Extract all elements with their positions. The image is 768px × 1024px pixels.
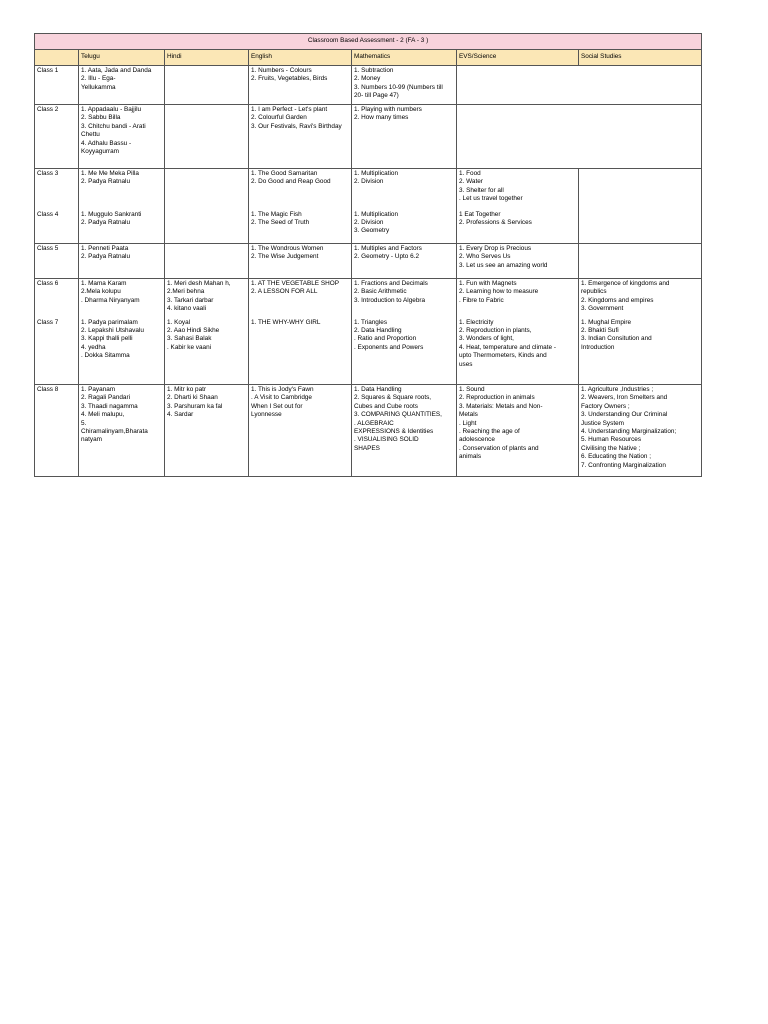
- cell-line: 3. Shelter for all: [459, 186, 504, 194]
- cell-line: 1. I am Perfect - Let's plant: [251, 106, 328, 113]
- cell-line: 2. Data Handling: [354, 326, 402, 334]
- cell-line: 2. Professions & Services: [459, 218, 532, 226]
- cell-social-studies: [579, 169, 702, 210]
- cell-line: Lyonnesse: [251, 411, 282, 419]
- cell-english: [249, 210, 352, 244]
- table-row: [35, 66, 702, 105]
- cell-evs-science: [457, 210, 579, 244]
- cell-line: 20- till Page 47): [354, 92, 399, 100]
- cell-social-studies: [579, 210, 702, 244]
- cell-line: 4. Heat, temperature and climate -: [459, 343, 556, 351]
- cell-line: 3. Understanding Our Criminal: [581, 411, 668, 419]
- cell-line: 1. Multiplication: [354, 170, 399, 177]
- table-body: [35, 66, 702, 477]
- cell-evs-science: [457, 279, 579, 318]
- cell-social-studies: [579, 66, 702, 105]
- cell-social-studies: [579, 279, 702, 318]
- cell-line: Chettu: [81, 131, 100, 139]
- cell-line: Metals: [459, 411, 478, 419]
- table-row: [35, 244, 702, 279]
- cell-hindi: [165, 210, 249, 244]
- cell-telugu: [79, 66, 165, 105]
- cell-line: 1. Payanam: [81, 386, 116, 393]
- cell-line: 4. yedha: [81, 343, 106, 351]
- cell-line: 2. Reproduction in animals: [459, 394, 535, 402]
- cell-line: 1. Food: [459, 170, 481, 177]
- title-row: [35, 34, 702, 50]
- table-row: [35, 279, 702, 318]
- cell-line: 3. Introduction to Algebra: [354, 296, 426, 304]
- cell-line: 1. Koyal: [167, 318, 191, 326]
- header-evs-science: EVS/Science: [457, 50, 579, 66]
- cell-evs-science: [457, 169, 579, 210]
- cell-line: 3. Parshuram ka fal: [167, 402, 223, 410]
- cell-line: 1. THE WHY-WHY GIRL: [251, 318, 321, 326]
- cell-telugu: [79, 169, 165, 210]
- header-social-studies: Social Studies: [579, 50, 702, 66]
- cell-line: 1. Subtraction: [354, 67, 394, 74]
- cell-line: 3. Wonders of light,: [459, 335, 514, 343]
- cell-english: [249, 385, 352, 477]
- cell-line: 2. Padya Ratnalu: [81, 218, 131, 226]
- cell-class-label: Class 3: [35, 169, 79, 210]
- cell-line: 1. Fun with Magnets: [459, 280, 517, 287]
- cell-hindi: [165, 279, 249, 318]
- cell-line: 5.: [81, 419, 87, 427]
- cell-line: When I Set out for: [251, 402, 303, 410]
- cell-line: . Dokka Sitamma: [81, 352, 130, 360]
- cell-line: . Ratio and Proportion: [354, 335, 417, 343]
- cell-english: [249, 105, 352, 169]
- cell-line: Chiramalinyam,Bharata: [81, 428, 148, 436]
- cell-line: 1. Fractions and Decimals: [354, 280, 428, 287]
- cell-line: 1. Padya parimalam: [81, 318, 138, 326]
- cell-line: 3. Kappi thalli pelli: [81, 335, 133, 343]
- cell-line: republics: [581, 288, 607, 296]
- cell-line: 2. Lepakshi Utshavalu: [81, 326, 144, 334]
- cell-social-studies: [579, 385, 702, 477]
- cell-line: 2. Basic Arithmetic: [354, 288, 407, 296]
- cell-line: . A Visit to Cambridge: [251, 394, 312, 402]
- cell-line: 3. Chitchu bandi - Arati: [81, 122, 146, 130]
- cell-line: 2. Kingdoms and empires: [581, 296, 654, 304]
- cell-line: 3. Numbers 10-99 (Numbers till: [354, 83, 443, 91]
- cell-line: 2. Illu - Ega-: [81, 75, 116, 83]
- cell-evs-science: [457, 318, 579, 385]
- cell-line: 4. Adhalu Bassu -: [81, 139, 132, 147]
- cell-line: . Let us travel together: [459, 195, 523, 203]
- cell-line: . VISUALISING SOLID: [354, 436, 419, 444]
- cell-line: . Reaching the age of: [459, 428, 520, 436]
- cell-line: 1. Data Handling: [354, 386, 402, 393]
- cell-telugu: [79, 318, 165, 385]
- cell-line: 1. Triangles: [354, 318, 388, 326]
- cell-line: 1. Sound: [459, 386, 485, 393]
- cell-line: . Conservation of plants and: [459, 444, 539, 452]
- header-hindi: Hindi: [165, 50, 249, 66]
- cell-mathematics: [352, 318, 457, 385]
- cell-line: 2. Bhakti Sufi: [581, 326, 619, 334]
- syllabus-table: [34, 33, 702, 477]
- cell-evs-science: [457, 244, 579, 279]
- cell-class-label: Class 5: [35, 244, 79, 279]
- cell-line: 2. How many times: [354, 114, 409, 122]
- cell-line: 1 Eat Together: [459, 210, 501, 218]
- cell-line: Justice System: [581, 419, 624, 427]
- table-row: [35, 105, 702, 169]
- cell-line: Introduction: [581, 343, 615, 351]
- header-telugu: Telugu: [79, 50, 165, 66]
- cell-line: 1. Numbers - Colours: [251, 67, 312, 74]
- cell-line: . Kabir ke vaani: [167, 343, 212, 351]
- header-english: English: [249, 50, 352, 66]
- cell-mathematics: [352, 105, 457, 169]
- cell-line: 2. Padya Ratnalu: [81, 178, 131, 186]
- cell-english: [249, 244, 352, 279]
- cell-line: 3. Let us see an amazing world: [459, 261, 548, 269]
- cell-line: 1. Me Me Meka Pilla: [81, 170, 139, 177]
- cell-line: 3. Our Festivals, Ravi's Birthday: [251, 122, 342, 130]
- cell-hindi: [165, 169, 249, 210]
- cell-line: 6. Educating the Nation ;: [581, 453, 651, 461]
- cell-line: 2. The Wise Judgement: [251, 253, 319, 261]
- cell-line: Cubes and Cube roots: [354, 402, 418, 410]
- cell-line: 2. Who Serves Us: [459, 253, 511, 261]
- cell-mathematics: [352, 210, 457, 244]
- cell-line: upto Thermometers, Kinds and: [459, 352, 547, 360]
- cell-line: 4. Understanding Marginalization;: [581, 428, 677, 436]
- cell-line: 2. Squares & Square roots,: [354, 394, 432, 402]
- cell-telugu: [79, 279, 165, 318]
- header-blank: [35, 50, 79, 66]
- cell-mathematics: [352, 279, 457, 318]
- cell-line: 1. Multiplication: [354, 210, 399, 218]
- cell-line: 3. Thaadi nagamma: [81, 402, 138, 410]
- cell-line: 2. The Seed of Truth: [251, 218, 310, 226]
- cell-line: 2. Money: [354, 75, 381, 83]
- cell-hindi: [165, 385, 249, 477]
- cell-line: 1. Electricity: [459, 318, 494, 326]
- cell-line: 1. Aata, Jada and Danda: [81, 67, 152, 74]
- cell-line: 2. Dharti ki Shaan: [167, 394, 218, 402]
- cell-telugu: [79, 210, 165, 244]
- cell-line: 1. This is Jody's Fawn: [251, 386, 314, 393]
- cell-line: 1. Muggulo Sankranti: [81, 210, 142, 218]
- table-row: [35, 169, 702, 210]
- cell-line: 1. The Magic Fish: [251, 210, 302, 218]
- cell-line: Koyyagurram: [81, 148, 120, 156]
- cell-line: 1. Mitr ko patr: [167, 386, 207, 393]
- cell-line: 2. Fruits, Vegetables, Birds: [251, 75, 328, 83]
- cell-line: . ALGEBRAIC: [354, 419, 394, 427]
- cell-line: uses: [459, 360, 473, 368]
- cell-line: 1. The Good Samaritan: [251, 170, 318, 177]
- cell-line: 3. Tarkari darbar: [167, 296, 214, 304]
- header-mathematics: Mathematics: [352, 50, 457, 66]
- cell-hindi: [165, 105, 249, 169]
- cell-line: 2. Division: [354, 218, 384, 226]
- cell-line: 2. Learning how to measure: [459, 288, 539, 296]
- cell-line: adolescence: [459, 436, 495, 444]
- sheet-title: Classroom Based Assessment - 2 (FA - 3 ): [35, 34, 702, 50]
- cell-line: 3. Sahasi Balak: [167, 335, 212, 343]
- cell-line: 3. COMPARING QUANTITIES,: [354, 411, 442, 419]
- cell-mathematics: [352, 169, 457, 210]
- cell-telugu: [79, 105, 165, 169]
- cell-line: 2. Sabbu Billa: [81, 114, 121, 122]
- table-row: [35, 210, 702, 244]
- cell-class-label: Class 7: [35, 318, 79, 385]
- cell-english: [249, 279, 352, 318]
- cell-line: 2. Ragali Pandari: [81, 394, 131, 402]
- cell-line: 2. Weavers, Iron Smelters and: [581, 394, 668, 402]
- cell-mathematics: [352, 385, 457, 477]
- cell-hindi: [165, 66, 249, 105]
- cell-telugu: [79, 244, 165, 279]
- cell-line: 4. kitano vaali: [167, 305, 207, 313]
- cell-line: 2. Water: [459, 178, 483, 186]
- cell-line: 2. Geometry - Upto 6.2: [354, 253, 419, 261]
- cell-line: 2. A LESSON FOR ALL: [251, 288, 318, 296]
- cell-line: 1. Penneti Paata: [81, 245, 129, 252]
- cell-class-label: Class 6: [35, 279, 79, 318]
- cell-class-label: Class 4: [35, 210, 79, 244]
- cell-line: animals: [459, 453, 482, 461]
- cell-line: 2. Reproduction in plants,: [459, 326, 532, 334]
- cell-english: [249, 318, 352, 385]
- cell-evs-science: [457, 105, 579, 169]
- cell-line: 1. AT THE VEGETABLE SHOP: [251, 280, 339, 287]
- cell-line: 1. Agriculture ,Industries ;: [581, 386, 654, 393]
- header-row: [35, 50, 702, 66]
- cell-line: 3. Government: [581, 305, 624, 313]
- cell-hindi: [165, 244, 249, 279]
- cell-line: Yellukamma: [81, 83, 116, 91]
- cell-line: . Light: [459, 419, 477, 427]
- cell-evs-science: [457, 385, 579, 477]
- cell-line: . Fibre to Fabric: [459, 296, 504, 304]
- cell-line: 1. Meri desh Mahan h,: [167, 280, 231, 287]
- cell-mathematics: [352, 244, 457, 279]
- cell-class-label: Class 2: [35, 105, 79, 169]
- assessment-sheet: [34, 33, 701, 477]
- cell-line: 1. Playing with numbers: [354, 106, 422, 113]
- cell-line: 4. Meli malupu,: [81, 411, 125, 419]
- cell-line: 1. Emergence of kingdoms and: [581, 280, 670, 287]
- cell-line: 7. Confronting Marginalization: [581, 461, 666, 469]
- cell-line: 2. Padya Ratnalu: [81, 253, 131, 261]
- cell-line: 2.Meri behna: [167, 288, 205, 296]
- cell-line: 1. Mughal Empire: [581, 318, 632, 326]
- cell-line: natyam: [81, 436, 102, 444]
- table-row: [35, 385, 702, 477]
- cell-line: . Exponents and Powers: [354, 343, 424, 351]
- cell-hindi: [165, 318, 249, 385]
- cell-line: 1. Appadaalu - Bajjilu: [81, 106, 142, 113]
- cell-line: 3. Indian Consitution and: [581, 335, 652, 343]
- cell-social-studies: [579, 244, 702, 279]
- cell-line: 2. Aao Hindi Sikhe: [167, 326, 220, 334]
- cell-social-studies: [579, 318, 702, 385]
- cell-line: 2. Do Good and Reap Good: [251, 178, 331, 186]
- cell-english: [249, 169, 352, 210]
- cell-line: 3. Geometry: [354, 227, 390, 235]
- cell-line: 1. The Wondrous Women: [251, 245, 324, 252]
- cell-line: 2. Colourful Garden: [251, 114, 307, 122]
- table-row: [35, 318, 702, 385]
- cell-line: 4. Sardar: [167, 411, 194, 419]
- cell-evs-science: [457, 66, 579, 105]
- cell-line: SHAPES: [354, 444, 380, 452]
- cell-class-label: Class 1: [35, 66, 79, 105]
- cell-line: Civilising the Native ;: [581, 444, 641, 452]
- cell-line: 5. Human Resources: [581, 436, 642, 444]
- cell-line: 1. Mama Karam: [81, 280, 127, 287]
- cell-line: 2. Division: [354, 178, 384, 186]
- cell-mathematics: [352, 66, 457, 105]
- cell-line: 2.Mela kolupu: [81, 288, 121, 296]
- cell-social-studies: [579, 105, 702, 169]
- cell-telugu: [79, 385, 165, 477]
- cell-line: Factory Owners ;: [581, 402, 630, 410]
- cell-line: 1. Multiples and Factors: [354, 245, 422, 252]
- cell-line: EXPRESSIONS & Identities: [354, 428, 434, 436]
- cell-line: 1. Every Drop is Precious: [459, 245, 532, 252]
- cell-english: [249, 66, 352, 105]
- cell-class-label: Class 8: [35, 385, 79, 477]
- cell-line: 3. Materials: Metals and Non-: [459, 402, 543, 410]
- cell-line: . Dharma Niryanyam: [81, 296, 140, 304]
